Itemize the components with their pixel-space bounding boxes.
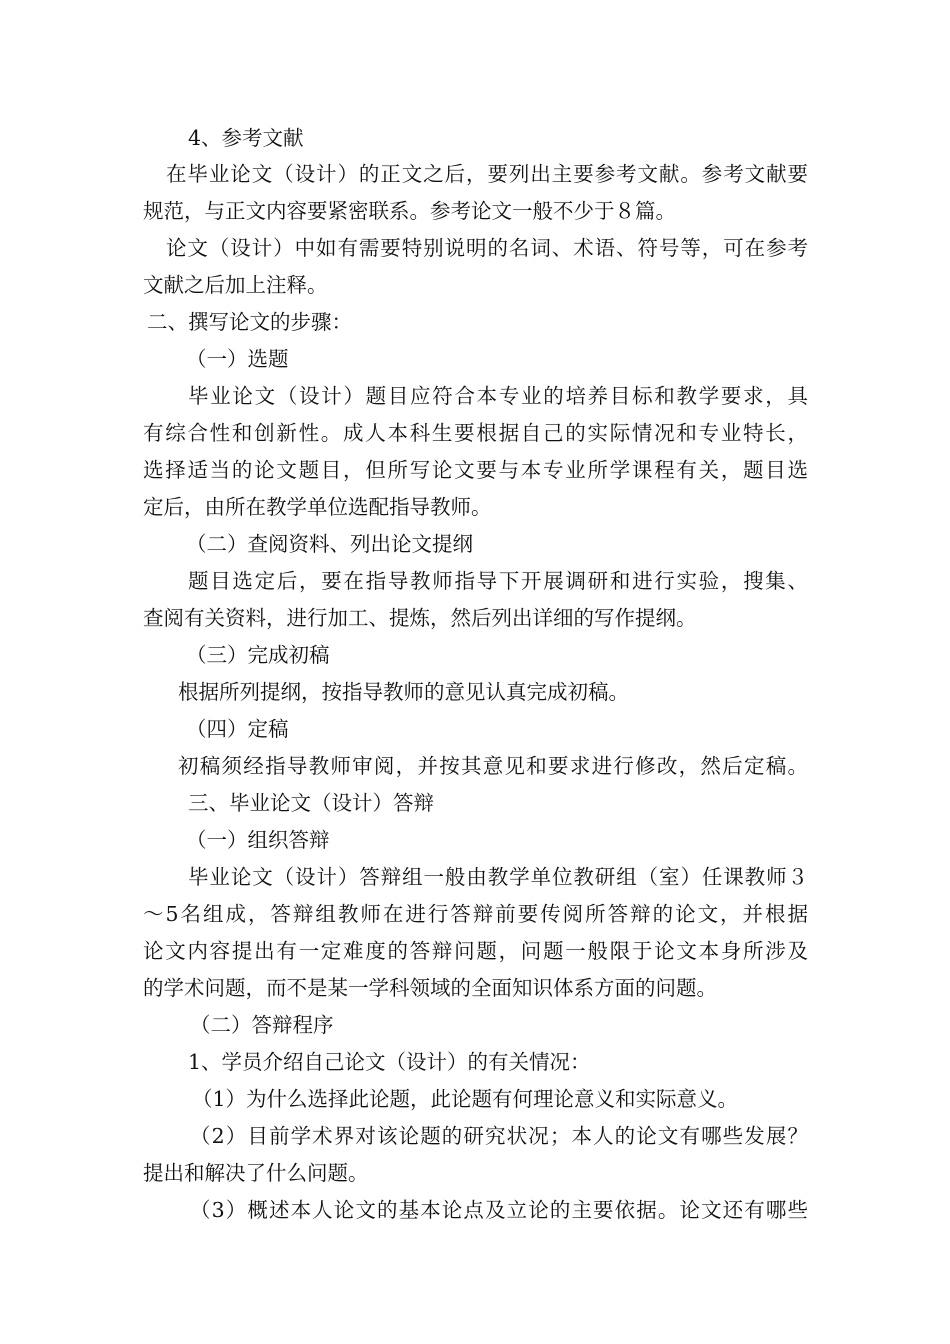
paragraph-line: 毕业论文（设计）题目应符合本专业的培养目标和教学要求，具 [188,384,808,408]
paragraph-line: 选择适当的论文题目，但所写论文要与本专业所学课程有关，题目选 [143,458,808,482]
section-heading-writing-steps: 二、撰写论文的步骤： [147,310,352,334]
subheading-research-outline: （二）查阅资料、列出论文提纲 [186,532,473,556]
subheading-finalize: （四）定稿 [186,717,289,741]
paragraph-line: 毕业论文（设计）答辩组一般由教学单位教研组（室）任课教师３ [188,865,808,889]
subheading-topic-selection: （一）选题 [186,347,289,371]
section-heading-references: 4、参考文献 [188,126,304,150]
paragraph-line: 文献之后加上注释。 [143,273,328,297]
paragraph-line: 提出和解决了什么问题。 [143,1161,369,1185]
list-item: （1）为什么选择此论题，此论题有何理论意义和实际意义。 [192,1087,739,1111]
paragraph-line: 的学术问题，而不是某一学科领域的全面知识体系方面的问题。 [143,976,717,1000]
subheading-defense-procedure: （二）答辩程序 [190,1013,334,1037]
subheading-organize-defense: （一）组织答辩 [186,828,330,852]
paragraph-line: 有综合性和创新性。成人本科生要根据自己的实际情况和专业特长， [143,421,808,445]
paragraph-line: 定后，由所在教学单位选配指导教师。 [143,495,492,519]
paragraph-line: 根据所列提纲，按指导教师的意见认真完成初稿。 [178,680,629,704]
list-item: 1、学员介绍自己论文（设计）的有关情况： [188,1050,591,1074]
list-item: （2）目前学术界对该论题的研究状况；本人的论文有哪些发展？ [190,1124,808,1148]
section-heading-defense: 三、毕业论文（设计）答辩 [188,791,434,815]
paragraph-line: ～5名组成，答辩组教师在进行答辩前要传阅所答辩的论文，并根据 [143,902,808,926]
paragraph-line: 查阅有关资料，进行加工、提炼，然后列出详细的写作提纲。 [143,606,697,630]
list-item: （3）概述本人论文的基本论点及立论的主要依据。论文还有哪些 [190,1198,808,1222]
paragraph-line: 题目选定后，要在指导教师指导下开展调研和进行实验，搜集、 [188,569,808,593]
paragraph-line: 论文（设计）中如有需要特别说明的名词、术语、符号等，可在参考 [166,236,808,260]
subheading-first-draft: （三）完成初稿 [186,643,330,667]
paragraph-line: 论文内容提出有一定难度的答辩问题，问题一般限于论文本身所涉及 [143,939,808,963]
paragraph-line: 初稿须经指导教师审阅，并按其意见和要求进行修改，然后定稿。 [178,754,808,778]
paragraph-line: 规范，与正文内容要紧密联系。参考论文一般不少于８篇。 [143,199,676,223]
paragraph-line: 在毕业论文（设计）的正文之后，要列出主要参考文献。参考文献要 [166,162,808,186]
